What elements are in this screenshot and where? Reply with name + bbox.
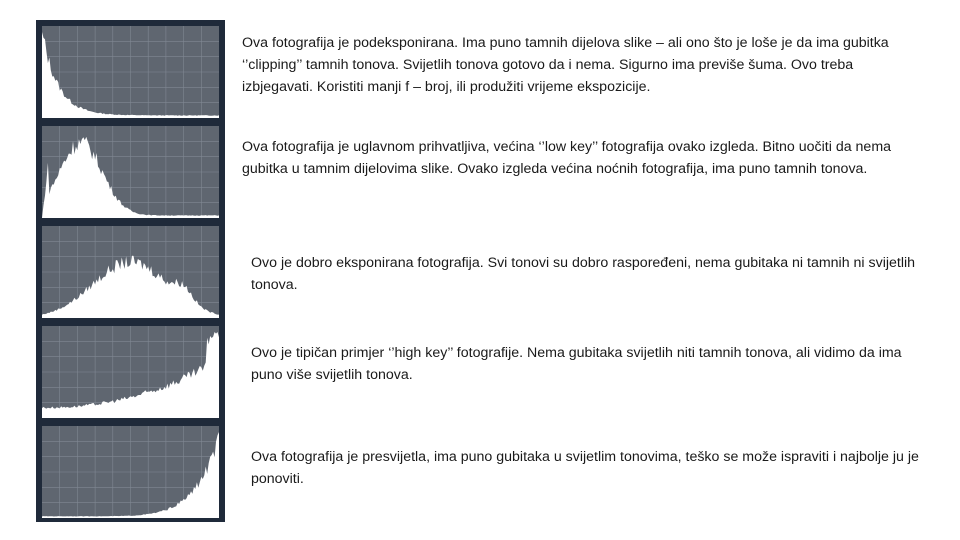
paragraph-low-key: Ova fotografija je uglavnom prihvatljiva, većina ‘’low key’’ fotografija ovako izgleda. Bitno uočiti da nema gubitka u tamnim dijelovima slike. Ovako izgleda većina noćnih fotografija, ima puno tamnih tonova. [242,139,892,177]
histogram-graphic [42,326,219,418]
histogram-high-key [42,326,219,418]
histogram-graphic [42,126,219,218]
paragraph-well-exposed: Ovo je dobro eksponirana fotografija. Svi tonovi su dobro raspoređeni, nema gubitaka ni tamnih ni svijetlih tonova. [251,255,916,293]
histogram-graphic [42,26,219,118]
histogram-graphic [42,226,219,318]
histogram-graphic [42,426,219,518]
paragraph-high-key: Ovo je tipičan primjer ‘’high key’’ fotografije. Nema gubitaka svijetlih niti tamnih tonova, ali vidimo da ima puno više svijetlih tonova. [251,345,902,383]
histogram-underexposed [42,26,219,118]
histogram-area [42,256,219,318]
histogram-overexposed [42,426,219,518]
paragraph-overexposed: Ova fotografija je presvijetla, ima puno gubitaka u svijetlim tonovima, teško se može ispraviti i najbolje ju je ponoviti. [251,449,919,487]
paragraph-underexposed: Ova fotografija je podeksponirana. Ima puno tamnih dijelova slike – ali ono što je loše je da ima gubitka ‘’clipping’’ tamnih tonova. Svijetlih tonova gotovo da i nema. Sigurno ima previše šuma. Ovo treba izbjegavati. Koristiti manji f – broj, ili produžiti vrijeme ekspozicije. [242,35,889,95]
histogram-strip [36,20,225,522]
histogram-low-key [42,126,219,218]
histogram-well-exposed [42,226,219,318]
